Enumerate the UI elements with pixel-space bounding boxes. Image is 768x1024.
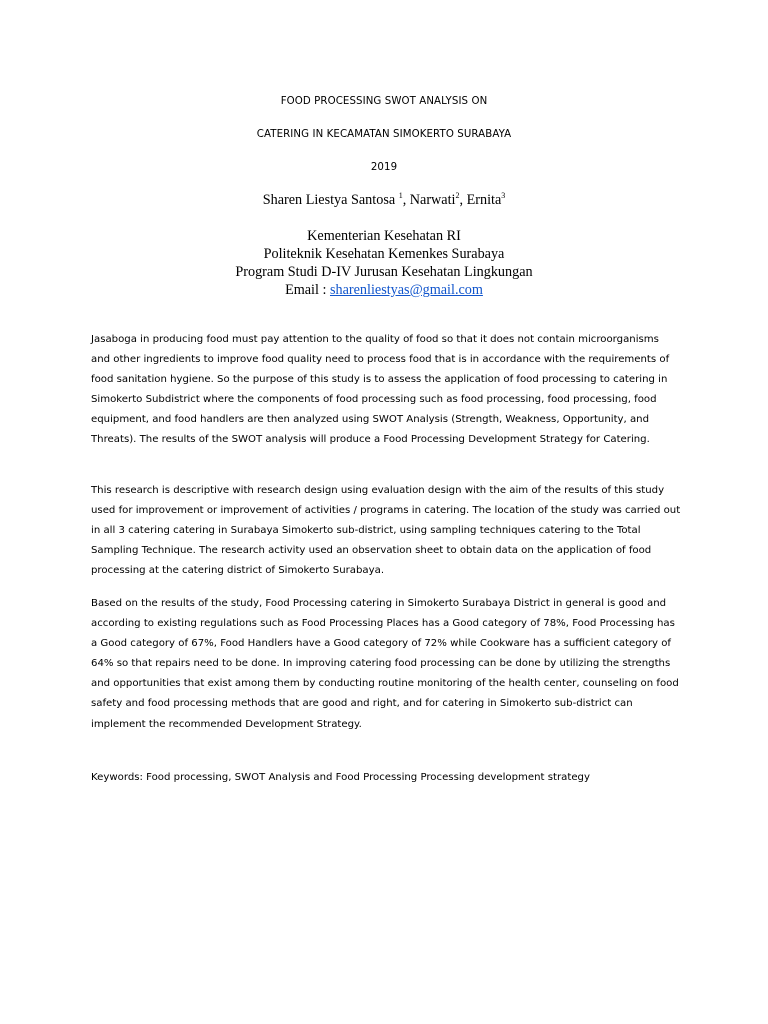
email-label: Email : <box>285 282 330 298</box>
author-line <box>0 192 768 209</box>
author-3-superscript: 3 <box>501 191 506 200</box>
author-1-superscript: 1 <box>398 191 403 200</box>
author-2: , Narwati <box>402 192 456 208</box>
email-line <box>0 282 768 299</box>
affiliation-line-2: Politeknik Kesehatan Kemenkes Surabaya <box>263 246 505 262</box>
author-3: , Ernita <box>459 192 502 208</box>
abstract-paragraph-1: Jasaboga in producing food must pay attention to the quality of food so that it does not contain microorganisms and other ingredients to improve food quality need to process food that is in accordance with the requirements of food sanitation hygiene. So the purpose of this study is to assess the application of food processing to catering in Simokerto Subdistrict where the components of food processing such as food processing, food processing, food equipment, and food handlers are then analyzed using SWOT Analysis (Strength, Weakness, Opportunity, and Threats). The results of the SWOT analysis will produce a Food Processing Development Strategy for Catering. <box>91 334 670 446</box>
abstract-paragraph-2: This research is descriptive with research design using evaluation design with the aim of the results of this study used for improvement or improvement of activities / programs in catering. The location of the study was carried out in all 3 catering catering in Surabaya Simokerto sub-district, using sampling techniques catering to the Total Sampling Technique. The research activity used an observation sheet to obtain data on the application of food processing at the catering district of Simokerto Surabaya. <box>91 485 681 577</box>
title-line-1: FOOD PROCESSING SWOT ANALYSIS ON <box>280 96 488 107</box>
affiliation-line-1: Kementerian Kesehatan RI <box>307 228 461 244</box>
affiliation-line-3: Program Studi D-IV Jurusan Kesehatan Lingkungan <box>235 264 533 280</box>
year: 2019 <box>370 162 398 173</box>
email-link[interactable]: sharenliestyas@gmail.com <box>329 282 483 298</box>
title-line-2: CATERING IN KECAMATAN SIMOKERTO SURABAYA <box>256 129 512 140</box>
abstract-paragraph-3: Based on the results of the study, Food Processing catering in Simokerto Surabaya District in general is good and according to existing regulations such as Food Processing Places has a Good category of 78%, Food Processing has a Good category of 67%, Food Handlers have a Good category of 72% while Cookware has a sufficient category of 64% so that repairs need to be done. In improving catering food processing can be done by utilizing the strengths and opportunities that exist among them by conducting routine monitoring of the health center, counseling on food safety and food processing methods that are good and right, and for catering in Simokerto sub-district can implement the recommended Development Strategy. <box>91 598 679 730</box>
author-1: Sharen Liestya Santosa <box>262 192 399 208</box>
keywords: Keywords: Food processing, SWOT Analysis and Food Processing Processing development strategy <box>91 772 590 783</box>
author-2-superscript: 2 <box>455 191 460 200</box>
